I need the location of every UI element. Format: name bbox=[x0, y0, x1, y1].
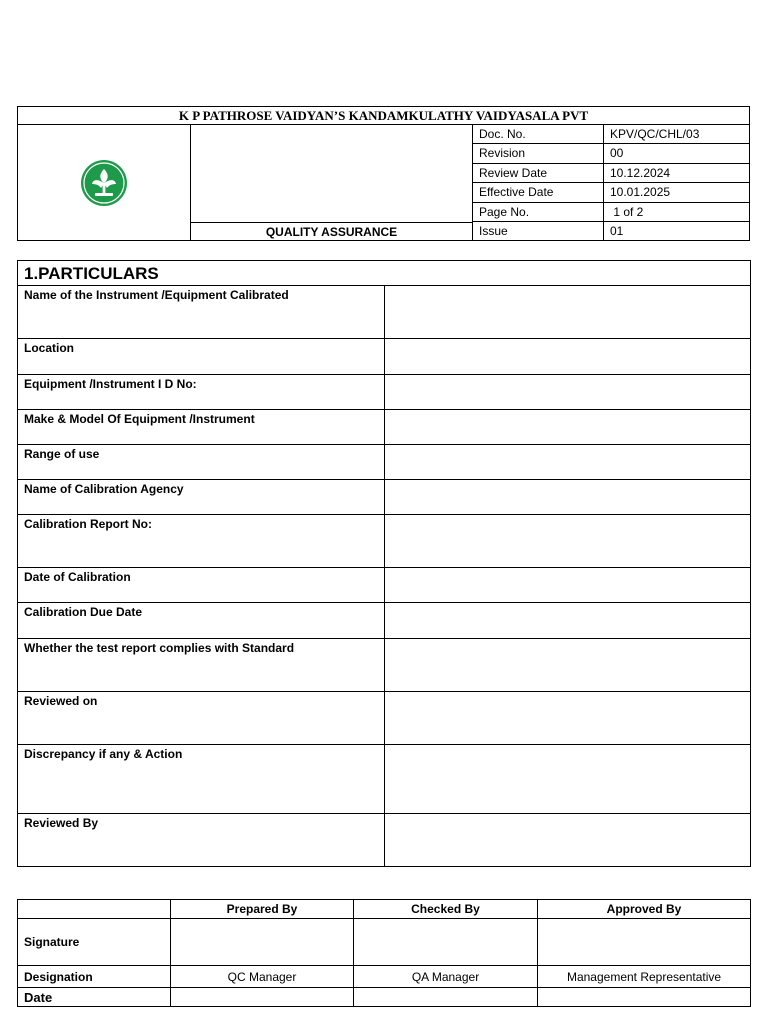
section-title: 1.PARTICULARS bbox=[18, 261, 750, 286]
value-field[interactable] bbox=[385, 745, 750, 813]
meta-key: Review Date bbox=[473, 164, 604, 182]
table-header-row bbox=[18, 900, 750, 919]
designation-approved: Management Representative bbox=[566, 969, 722, 984]
row-label: Reviewed By bbox=[18, 814, 385, 866]
value-field[interactable] bbox=[385, 568, 750, 602]
document-meta-table bbox=[473, 125, 750, 241]
value-field[interactable] bbox=[385, 603, 750, 638]
meta-key: Doc. No. bbox=[473, 125, 604, 143]
date-field-checked[interactable] bbox=[354, 988, 538, 1006]
value-field[interactable] bbox=[385, 692, 750, 744]
signature-field-approved[interactable] bbox=[538, 919, 750, 965]
table-row bbox=[18, 515, 750, 568]
signoff-table bbox=[17, 899, 751, 1007]
row-label: Whether the test report complies with Standard bbox=[18, 639, 385, 691]
row-label: Name of Calibration Agency bbox=[18, 480, 385, 514]
table-row bbox=[18, 339, 750, 375]
value-field[interactable] bbox=[385, 339, 750, 374]
value-field[interactable] bbox=[385, 480, 750, 514]
leaf-emblem-icon bbox=[80, 159, 128, 207]
company-name: K P PATHROSE VAIDYAN’S KANDAMKULATHY VAIDYASALA PVT bbox=[18, 107, 749, 125]
table-row bbox=[18, 639, 750, 692]
row-label: Name of the Instrument /Equipment Calibrated bbox=[18, 286, 385, 338]
table-row bbox=[18, 410, 750, 445]
date-field-approved[interactable] bbox=[538, 988, 750, 1006]
meta-row bbox=[473, 183, 750, 202]
table-row bbox=[18, 480, 750, 515]
signature-field-prepared[interactable] bbox=[171, 919, 354, 965]
table-row bbox=[18, 568, 750, 603]
value-field[interactable] bbox=[385, 515, 750, 567]
row-label: Signature bbox=[18, 919, 171, 965]
header-middle bbox=[191, 125, 473, 241]
table-row bbox=[18, 745, 750, 814]
value-field[interactable] bbox=[385, 814, 750, 866]
meta-value: 10.12.2024 bbox=[610, 165, 671, 180]
value-field[interactable] bbox=[385, 410, 750, 444]
row-label: Designation bbox=[18, 966, 171, 987]
signature-row bbox=[18, 919, 750, 966]
logo-cell bbox=[18, 125, 191, 241]
meta-key: Page No. bbox=[473, 203, 604, 221]
table-row bbox=[18, 814, 750, 866]
row-label: Make & Model Of Equipment /Instrument bbox=[18, 410, 385, 444]
designation-prepared: QC Manager bbox=[171, 966, 354, 987]
column-header-approved: Approved By bbox=[606, 902, 682, 916]
table-row bbox=[18, 286, 750, 339]
designation-row bbox=[18, 966, 750, 988]
meta-value: 01 bbox=[610, 223, 624, 238]
signature-field-checked[interactable] bbox=[354, 919, 538, 965]
row-label: Discrepancy if any & Action bbox=[18, 745, 385, 813]
table-row bbox=[18, 375, 750, 410]
table-row bbox=[18, 603, 750, 639]
department-label: QUALITY ASSURANCE bbox=[191, 222, 472, 241]
table-row bbox=[18, 445, 750, 480]
row-label: Calibration Due Date bbox=[18, 603, 385, 638]
meta-row bbox=[473, 144, 750, 163]
row-label: Reviewed on bbox=[18, 692, 385, 744]
value-field[interactable] bbox=[385, 445, 750, 479]
column-header-checked: Checked By bbox=[354, 900, 538, 918]
value-field[interactable] bbox=[385, 375, 750, 409]
meta-key: Issue bbox=[473, 222, 604, 241]
meta-row bbox=[473, 164, 750, 183]
row-label: Equipment /Instrument I D No: bbox=[18, 375, 385, 409]
meta-row bbox=[473, 222, 750, 241]
table-row bbox=[18, 692, 750, 745]
meta-key: Effective Date bbox=[473, 183, 604, 201]
document-header bbox=[17, 106, 750, 241]
date-row bbox=[18, 988, 750, 1006]
designation-checked: QA Manager bbox=[354, 966, 538, 987]
value-field[interactable] bbox=[385, 286, 750, 338]
meta-value: 00 bbox=[610, 146, 624, 161]
row-label: Date of Calibration bbox=[18, 568, 385, 602]
meta-row bbox=[473, 125, 750, 144]
meta-key: Revision bbox=[473, 144, 604, 162]
row-label: Location bbox=[18, 339, 385, 374]
meta-row bbox=[473, 203, 750, 222]
meta-value: 10.01.2025 bbox=[610, 185, 671, 200]
particulars-table bbox=[17, 260, 751, 867]
value-field[interactable] bbox=[385, 639, 750, 691]
row-label: Date bbox=[18, 988, 171, 1006]
row-label: Calibration Report No: bbox=[18, 515, 385, 567]
row-label: Range of use bbox=[18, 445, 385, 479]
column-header-prepared: Prepared By bbox=[171, 900, 354, 918]
meta-value: 1 of 2 bbox=[610, 204, 644, 219]
date-field-prepared[interactable] bbox=[171, 988, 354, 1006]
meta-value: KPV/QC/CHL/03 bbox=[610, 127, 700, 141]
column-header bbox=[18, 900, 171, 918]
